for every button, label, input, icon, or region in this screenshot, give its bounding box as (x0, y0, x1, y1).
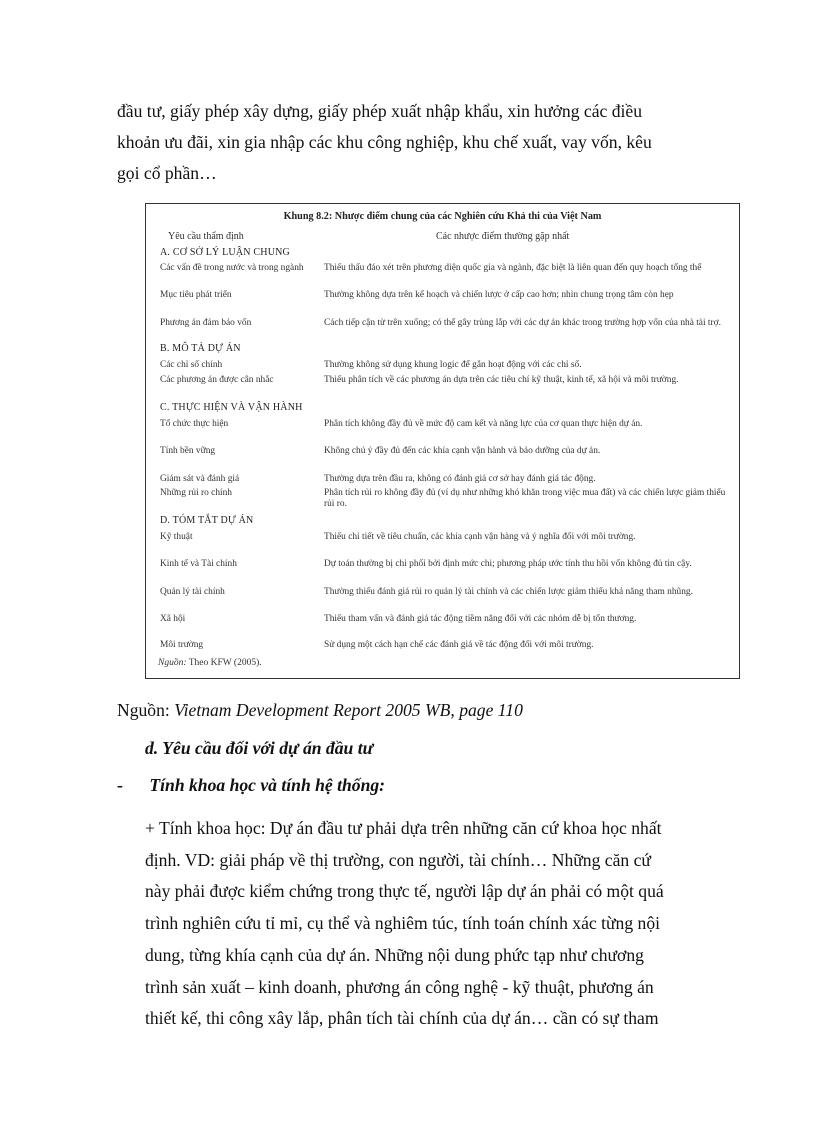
weakness-cell: Phân tích không đầy đủ về mức độ cam kết và năng lực của cơ quan thực hiện dự án. (324, 419, 643, 429)
requirement-cell: Tổ chức thực hiện (160, 419, 229, 429)
paragraph-line: trình sản xuất – kinh doanh, phương án công nghệ - kỹ thuật, phương án (145, 976, 654, 997)
weakness-cell: Thường không dựa trên kế hoạch và chiến lược ở cấp cao hơn; nhìn chung trọng tâm còn hẹp (324, 290, 674, 300)
bullet-title: Tính khoa học và tính hệ thống: (149, 775, 386, 795)
column-header-requirement: Yêu cầu thẩm định (168, 231, 244, 242)
weakness-cell: Dự toán thường bị chi phối bởi định mức chi; phương pháp ước tính thu hồi vốn không đủ tin cậy. (324, 559, 692, 569)
section-heading-a: A. CƠ SỞ LÝ LUẬN CHUNG (160, 247, 290, 258)
weakness-cell: Thường dựa trên đầu ra, không có đánh giá cơ sở hay đánh giá tác động. (324, 474, 596, 484)
box-source-label: Nguồn: (158, 658, 187, 668)
paragraph-line: này phải được kiểm chứng trong thực tế, người lập dự án phải có một quá (145, 881, 664, 902)
weakness-cell: Sử dụng một cách hạn chế các đánh giá về tác động đối với môi trường. (324, 640, 594, 650)
section-heading-c: C. THỰC HIỆN VÀ VẬN HÀNH (160, 402, 303, 413)
requirement-cell: Kinh tế và Tài chính (160, 559, 237, 569)
bullet-heading (117, 775, 385, 796)
paragraph-line: định. VD: giải pháp về thị trường, con người, tài chính… Những căn cứ (145, 849, 651, 870)
requirement-cell: Tính bền vững (160, 446, 216, 456)
requirement-cell: Các vấn đề trong nước và trong ngành (160, 263, 304, 273)
weakness-cell: Không chú ý đầy đủ đến các khía cạnh vận hành và bảo dưỡng của dự án. (324, 446, 601, 456)
weakness-cell: Thường thiếu đánh giá rủi ro quản lý tài chính và các chiến lược giảm thiểu khả năng tham nhũng. (324, 587, 693, 597)
requirement-cell: Xã hội (160, 614, 186, 624)
weakness-cell: Thiếu chi tiết về tiêu chuẩn, các khía cạnh vận hàng và ý nghĩa đối với môi trường. (324, 532, 636, 542)
figure-source (117, 700, 523, 721)
weakness-cell: Phân tích rủi ro không đầy đủ (ví dụ như những khó khăn trong việc mua đất) và các chiến lược giảm thiểu rủi ro. (324, 488, 726, 509)
intro-line: khoản ưu đãi, xin gia nhập các khu công nghiệp, khu chế xuất, vay vốn, kêu (117, 132, 652, 152)
weakness-cell: Thiếu phân tích về các phương án dựa trên các tiêu chí kỹ thuật, kinh tế, xã hội và môi trường. (324, 375, 679, 385)
box-source (158, 658, 262, 668)
section-heading-b: B. MÔ TẢ DỰ ÁN (160, 343, 241, 354)
paragraph-line: trình nghiên cứu tỉ mỉ, cụ thể và nghiêm túc, tính toán chính xác từng nội (145, 913, 661, 934)
box-source-text: Theo KFW (2005). (188, 658, 262, 668)
weakness-cell: Thường không sử dụng khung logic để gắn hoạt động với các chỉ số. (324, 360, 582, 370)
requirement-cell: Mục tiêu phát triển (160, 290, 232, 300)
requirement-cell: Những rủi ro chính (160, 488, 232, 498)
source-citation: Vietnam Development Report 2005 WB, page 110 (174, 700, 523, 720)
paragraph-line: + Tính khoa học: Dự án đầu tư phải dựa trên những căn cứ khoa học nhất (145, 818, 662, 838)
paragraph-line: dung, từng khía cạnh của dự án. Những nội dung phức tạp như chương (145, 944, 644, 965)
requirement-cell: Phương án đảm bảo vốn (160, 318, 252, 328)
box-title: Khung 8.2: Nhược điểm chung của các Nghiên cứu Khả thi của Việt Nam (283, 211, 602, 222)
intro-paragraph (117, 96, 717, 189)
weakness-box (145, 203, 740, 679)
section-heading: d. Yêu cầu đối với dự án đầu tư (145, 738, 374, 758)
paragraph-line: thiết kế, thi công xây lắp, phân tích tài chính của dự án… cần có sự tham (145, 1008, 659, 1029)
body-paragraph (145, 813, 705, 1035)
weakness-cell: Thiếu thấu đáo xét trên phương diện quốc gia và ngành, đặc biệt là liên quan đến quy hoạch tổng thể (324, 263, 702, 273)
requirement-cell: Môi trường (160, 640, 204, 650)
requirement-cell: Giám sát và đánh giá (160, 474, 240, 484)
requirement-cell: Quản lý tài chính (160, 587, 225, 597)
intro-line: đầu tư, giấy phép xây dựng, giấy phép xuất nhập khẩu, xin hưởng các điều (117, 101, 643, 121)
intro-line: gọi cổ phần… (117, 163, 217, 183)
bullet-dash: - (117, 775, 123, 795)
source-label: Nguồn: (117, 700, 170, 720)
section-heading-d: D. TÓM TẮT DỰ ÁN (160, 515, 254, 526)
weakness-cell: Thiếu tham vấn và đánh giá tác động tiềm năng đối với các nhóm dễ bị tổn thương. (324, 614, 637, 624)
requirement-cell: Kỹ thuật (160, 532, 193, 542)
requirement-cell: Các chỉ số chính (160, 360, 223, 370)
requirement-cell: Các phương án được cân nhắc (160, 375, 274, 385)
weakness-cell: Cách tiếp cận từ trên xuống; có thể gây trùng lắp với các dự án khác trong trường hợp vốn của nhà tài trợ. (324, 318, 721, 328)
column-header-weakness: Các nhược điểm thường gặp nhất (436, 231, 570, 242)
